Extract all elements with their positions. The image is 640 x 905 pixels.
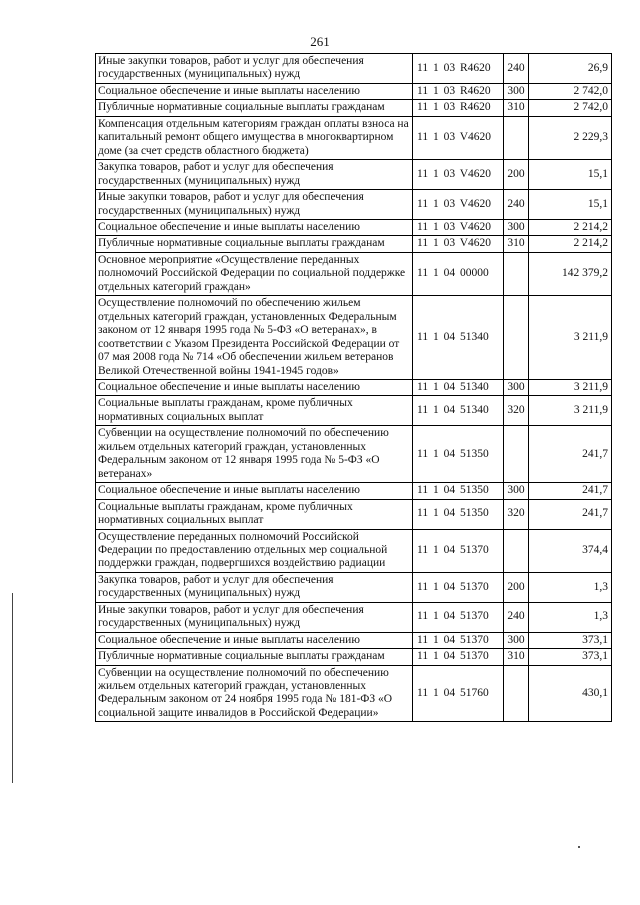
row-name: Компенсация отдельным категориям граждан оплаты взноса на капитальный ремонт общего имущества в многоквартирном доме (за счет средств областного бюджета) — [96, 116, 413, 159]
row-expense-type: 300 — [504, 379, 529, 395]
row-name: Осуществление полномочий по обеспечению жильем отдельных категорий граждан, установленных Федеральным законом от 12 января 1995 года № 5-ФЗ «О ветеранах», в соответствии с Указом Президента Российской Федерации от 07 мая 2008 года № 714 «Об обеспечении жильем ветеранов Великой Отечественной войны 1941-1945 годов» — [96, 296, 413, 380]
row-name: Основное мероприятие «Осуществление переданных полномочий Российской Федерации по социальной поддержке отдельных категорий граждан» — [96, 252, 413, 295]
row-name: Осуществление переданных полномочий Российской Федерации по предоставлению отдельных мер социальной поддержки граждан, подвергшихся воздействию радиации — [96, 529, 413, 572]
row-target-code: 11 1 04 51370 — [413, 632, 504, 648]
row-target-code: 11 1 04 00000 — [413, 252, 504, 295]
row-name: Социальное обеспечение и иные выплаты населению — [96, 379, 413, 395]
row-expense-type: 240 — [504, 54, 529, 84]
margin-line — [12, 593, 13, 783]
row-amount: 3 211,9 — [529, 396, 612, 426]
row-target-code: 11 1 04 51370 — [413, 602, 504, 632]
row-target-code: 11 1 04 51340 — [413, 379, 504, 395]
row-name: Субвенции на осуществление полномочий по обеспечению жильем отдельных категорий граждан, установленных Федеральным законом от 12 января 1995 года № 5-ФЗ «О ветеранах» — [96, 426, 413, 483]
row-name: Социальное обеспечение и иные выплаты населению — [96, 632, 413, 648]
row-target-code: 11 1 03 R4620 — [413, 54, 504, 84]
row-name: Публичные нормативные социальные выплаты гражданам — [96, 649, 413, 665]
row-target-code: 11 1 03 V4620 — [413, 116, 504, 159]
table-row — [96, 219, 612, 235]
row-target-code: 11 1 04 51370 — [413, 529, 504, 572]
row-amount: 374,4 — [529, 529, 612, 572]
table-row — [96, 296, 612, 380]
table-row — [96, 54, 612, 84]
row-amount: 1,3 — [529, 602, 612, 632]
row-amount: 241,7 — [529, 483, 612, 499]
row-name: Социальное обеспечение и иные выплаты населению — [96, 219, 413, 235]
budget-table — [95, 53, 612, 722]
row-target-code: 11 1 03 V4620 — [413, 236, 504, 252]
table-row — [96, 602, 612, 632]
row-expense-type: 240 — [504, 190, 529, 220]
table-row — [96, 252, 612, 295]
row-target-code: 11 1 03 R4620 — [413, 100, 504, 116]
row-expense-type — [504, 116, 529, 159]
table-row — [96, 100, 612, 116]
row-amount: 2 742,0 — [529, 83, 612, 99]
row-name: Публичные нормативные социальные выплаты гражданам — [96, 100, 413, 116]
row-expense-type: 310 — [504, 649, 529, 665]
row-expense-type: 200 — [504, 160, 529, 190]
row-target-code: 11 1 03 V4620 — [413, 190, 504, 220]
page-number: 261 — [310, 34, 330, 49]
row-target-code: 11 1 04 51350 — [413, 483, 504, 499]
row-amount: 3 211,9 — [529, 296, 612, 380]
row-name: Социальные выплаты гражданам, кроме публичных нормативных социальных выплат — [96, 396, 413, 426]
row-name: Социальное обеспечение и иные выплаты населению — [96, 483, 413, 499]
row-amount: 241,7 — [529, 426, 612, 483]
row-amount: 2 229,3 — [529, 116, 612, 159]
scan-mark — [578, 846, 580, 848]
row-name: Закупка товаров, работ и услуг для обеспечения государственных (муниципальных) нужд — [96, 572, 413, 602]
row-expense-type — [504, 529, 529, 572]
row-name: Иные закупки товаров, работ и услуг для обеспечения государственных (муниципальных) нужд — [96, 602, 413, 632]
row-amount: 142 379,2 — [529, 252, 612, 295]
row-target-code: 11 1 04 51340 — [413, 296, 504, 380]
row-expense-type: 200 — [504, 572, 529, 602]
row-name: Иные закупки товаров, работ и услуг для обеспечения государственных (муниципальных) нужд — [96, 54, 413, 84]
row-expense-type: 300 — [504, 632, 529, 648]
row-amount: 3 211,9 — [529, 379, 612, 395]
row-amount: 373,1 — [529, 632, 612, 648]
table-row — [96, 236, 612, 252]
row-target-code: 11 1 04 51340 — [413, 396, 504, 426]
table-row — [96, 396, 612, 426]
row-expense-type — [504, 296, 529, 380]
row-target-code: 11 1 03 V4620 — [413, 160, 504, 190]
row-name: Закупка товаров, работ и услуг для обеспечения государственных (муниципальных) нужд — [96, 160, 413, 190]
row-name: Субвенции на осуществление полномочий по обеспечению жильем отдельных категорий граждан, установленных Федеральным законом от 24 ноября 1995 года № 181-ФЗ «О социальной защите инвалидов в Российской Федерации» — [96, 665, 413, 722]
row-amount: 26,9 — [529, 54, 612, 84]
row-name: Социальные выплаты гражданам, кроме публичных нормативных социальных выплат — [96, 499, 413, 529]
row-expense-type: 240 — [504, 602, 529, 632]
row-expense-type: 310 — [504, 100, 529, 116]
row-target-code: 11 1 04 51370 — [413, 572, 504, 602]
row-amount: 241,7 — [529, 499, 612, 529]
row-amount: 15,1 — [529, 160, 612, 190]
row-amount: 2 742,0 — [529, 100, 612, 116]
row-name: Иные закупки товаров, работ и услуг для обеспечения государственных (муниципальных) нужд — [96, 190, 413, 220]
table-row — [96, 83, 612, 99]
row-amount: 2 214,2 — [529, 236, 612, 252]
table-row — [96, 379, 612, 395]
row-expense-type: 300 — [504, 219, 529, 235]
row-amount: 1,3 — [529, 572, 612, 602]
table-body — [96, 54, 612, 722]
table-row — [96, 572, 612, 602]
row-target-code: 11 1 03 R4620 — [413, 83, 504, 99]
table-row — [96, 665, 612, 722]
row-expense-type — [504, 252, 529, 295]
table-row — [96, 190, 612, 220]
row-name: Публичные нормативные социальные выплаты гражданам — [96, 236, 413, 252]
row-expense-type — [504, 665, 529, 722]
row-expense-type: 320 — [504, 499, 529, 529]
table-row — [96, 116, 612, 159]
row-expense-type: 300 — [504, 83, 529, 99]
row-expense-type: 310 — [504, 236, 529, 252]
row-name: Социальное обеспечение и иные выплаты населению — [96, 83, 413, 99]
row-target-code: 11 1 04 51350 — [413, 499, 504, 529]
table-row — [96, 483, 612, 499]
row-target-code: 11 1 04 51370 — [413, 649, 504, 665]
row-expense-type: 300 — [504, 483, 529, 499]
row-target-code: 11 1 04 51760 — [413, 665, 504, 722]
row-amount: 373,1 — [529, 649, 612, 665]
table-row — [96, 649, 612, 665]
table-row — [96, 499, 612, 529]
table-row — [96, 632, 612, 648]
table-row — [96, 426, 612, 483]
row-expense-type — [504, 426, 529, 483]
row-amount: 15,1 — [529, 190, 612, 220]
row-amount: 430,1 — [529, 665, 612, 722]
row-amount: 2 214,2 — [529, 219, 612, 235]
table-row — [96, 529, 612, 572]
row-expense-type: 320 — [504, 396, 529, 426]
table-row — [96, 160, 612, 190]
row-target-code: 11 1 04 51350 — [413, 426, 504, 483]
row-target-code: 11 1 03 V4620 — [413, 219, 504, 235]
